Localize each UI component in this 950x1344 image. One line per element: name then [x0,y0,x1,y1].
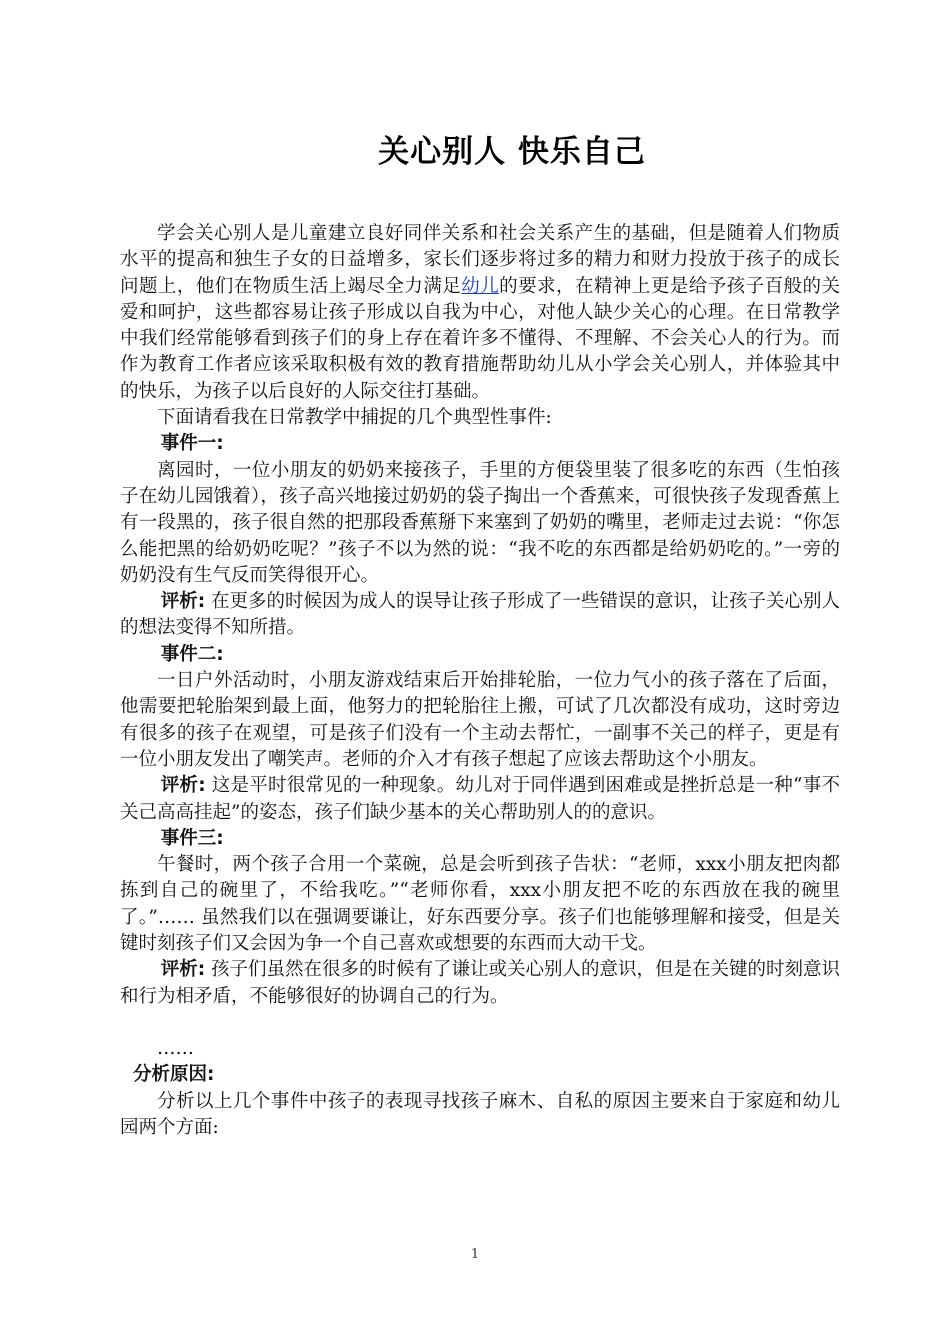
event-2-comment [120,773,840,826]
event-1-heading [120,431,840,457]
page-number: 1 [470,1247,480,1262]
analysis-text: 分析以上几个事件中孩子的表现寻找孩子麻木、自私的原因主要来自于家庭和幼儿园两个方面: [120,1090,840,1138]
document-title: 关心别人 快乐自己 [378,134,646,170]
event-3-comment [120,957,840,1010]
event-1-text: 离园时，一位小朋友的奶奶来接孩子，手里的方便袋里装了很多吃的东西（生怕孩子在幼儿园饿着），孩子高兴地接过奶奶的袋子掏出一个香蕉来，可很快孩子发现香蕉上有一段黑的，孩子很自然的把那段香蕉掰下来塞到了奶奶的嘴里，老师走过去说：“你怎么能把黑的给奶奶吃呢？”孩子不以为然的说：“我不吃的东西都是给奶奶吃的。”一旁的奶奶没有生气反而笑得很开心。 [120,459,840,586]
event-2-text: 一日户外活动时，小朋友游戏结束后开始排轮胎，一位力气小的孩子落在了后面，他需要把轮胎架到最上面，他努力的把轮胎往上搬，可试了几次都没有成功，这时旁边有很多的孩子在观望，可是孩子们没有一个主动去帮忙，一副事不关己的样子，更是有一位小朋友发出了嘲笑声。老师的介入才有孩子想起了应该去帮助这个小朋友。 [120,670,840,770]
lead-paragraph: 下面请看我在日常教学中捕捉的几个典型性事件: [157,407,552,429]
intro-text-1: 学会关心别人是儿童建立良好同伴关系和社会关系产生的基础，但是随着人们物质水平的提高和独生子女的日益增多，家长们逐步将过多的精力和财力投放于孩子的成长问题上，他们在物质生活上竭尽全力满足 [120,223,840,297]
event-2-heading-label: 事件二: [160,643,224,665]
event-2-comment-label: 评析: [160,775,206,797]
document-body [120,221,840,1141]
intro-link-youer[interactable]: 幼儿 [461,275,500,297]
event-1-comment-text: 在更多的时候因为成人的误导让孩子形成了一些错误的意识，让孩子关心别人的想法变得不知所措。 [120,591,840,639]
event-3-comment-label: 评析: [160,959,206,981]
event-3-heading [120,826,840,852]
event-2-comment-text: 这是平时很常见的一种现象。幼儿对于同伴遇到困难或是挫折总是一种“事不关己高高挂起”的姿态，孩子们缺少基本的关心帮助别人的的意识。 [120,775,840,823]
analysis-heading: 分析原因: [132,1064,215,1086]
event-1-comment [120,589,840,642]
event-1-comment-label: 评析: [160,591,206,613]
ellipsis: …… [157,1037,194,1059]
event-3-text: 午餐时，两个孩子合用一个菜碗，总是会听到孩子告状：“老师，xxx小朋友把肉都拣到自己的碗里了，不给我吃。”“老师你看，xxx小朋友把不吃的东西放在我的碗里了。”…… 虽然我们以在强调要谦让，好东西要分享。孩子们也能够理解和接受，但是关键时刻孩子们又会因为争一个自己喜欢或想要的东西而大动干戈。 [120,854,840,955]
event-3-comment-text: 孩子们虽然在很多的时候有了谦让或关心别人的意识，但是在关键的时刻意识和行为相矛盾，不能够很好的协调自己的行为。 [120,959,840,1007]
event-1-heading-label: 事件一: [160,433,224,455]
event-3-heading-label: 事件三: [160,827,224,849]
intro-text-2: 的要求，在精神上更是给予孩子百般的关爱和呵护，这些都容易让孩子形成以自我为中心，对他人缺少关心的心理。在日常教学中我们经常能够看到孩子们的身上存在着许多不懂得、不理解、不会关心人的行为。而作为教育工作者应该采取积极有效的教育措施帮助幼儿从小学会关心别人，并体验其中的快乐，为孩子以后良好的人际交往打基础。 [120,275,840,402]
intro-paragraph [120,221,840,405]
blank-line [120,1010,840,1036]
event-2-heading [120,642,840,668]
